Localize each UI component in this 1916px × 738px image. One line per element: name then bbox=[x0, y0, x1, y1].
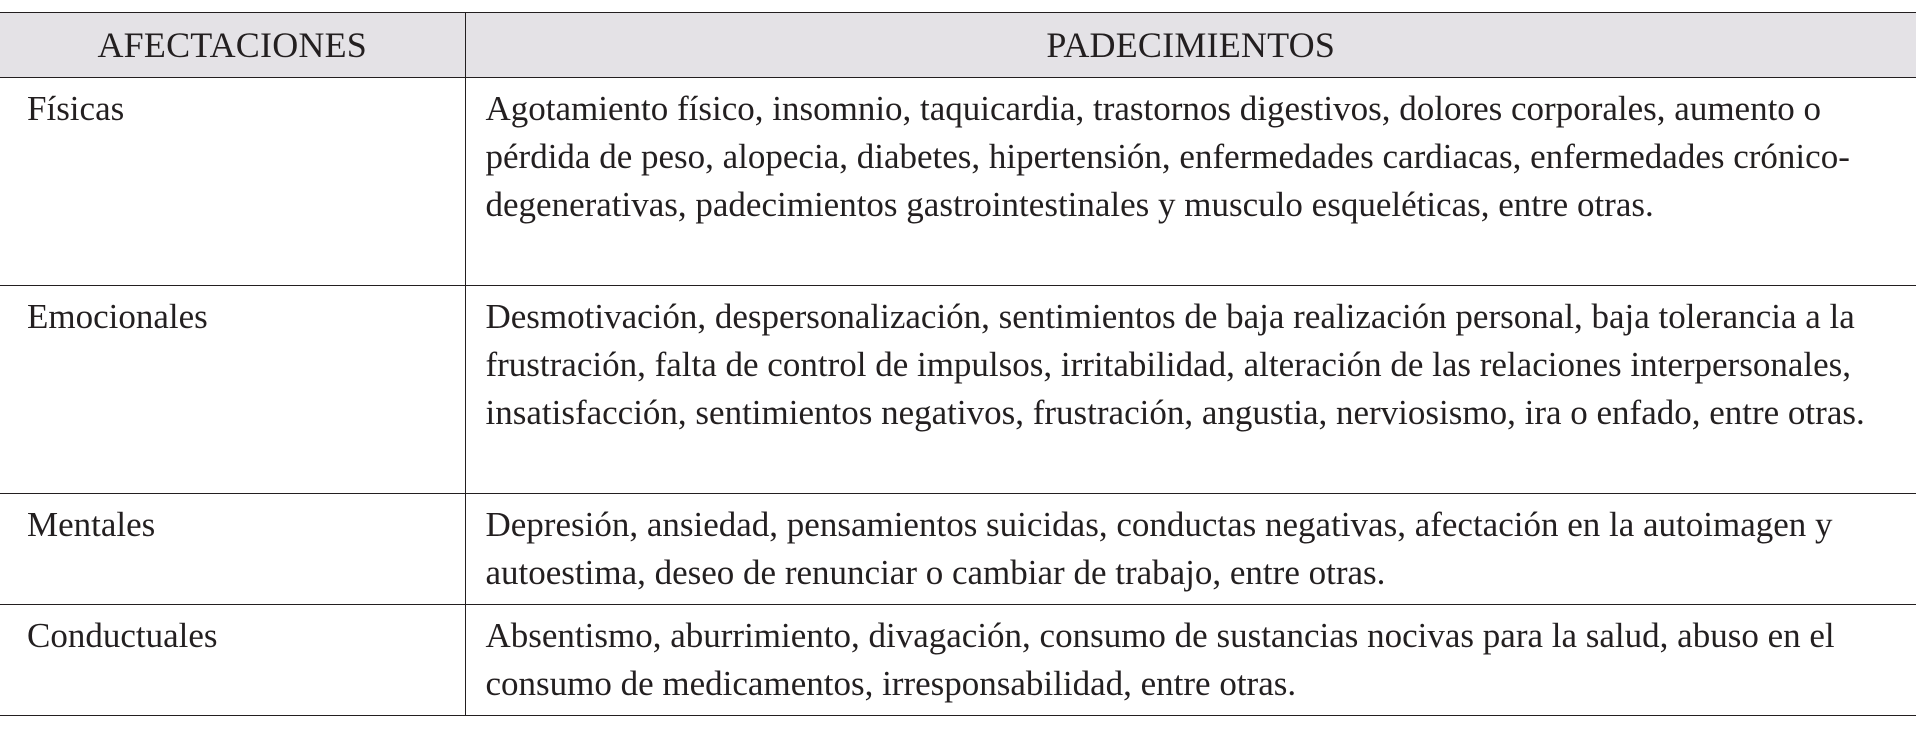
header-afectaciones: AFECTACIONES bbox=[0, 13, 465, 78]
header-row bbox=[0, 13, 1916, 78]
table-row bbox=[0, 605, 1916, 716]
header-padecimientos: PADECIMIENTOS bbox=[465, 13, 1916, 78]
table-row bbox=[0, 78, 1916, 286]
afectacion-cell: Emocionales bbox=[0, 286, 465, 494]
padecimientos-cell: Absentismo, aburrimiento, divagación, consumo de sustancias nocivas para la salud, abuso en el consumo de medicamentos, irresponsabilidad, entre otras. bbox=[465, 605, 1916, 716]
afectacion-cell: Conductuales bbox=[0, 605, 465, 716]
afectaciones-table-container bbox=[0, 12, 1916, 716]
padecimientos-cell: Agotamiento físico, insomnio, taquicardia, trastornos digestivos, dolores corporales, aumento o pérdida de peso, alopecia, diabetes, hipertensión, enfermedades cardiacas, enfermedades crónico-degenerativas, padecimientos gastrointestinales y musculo esqueléticas, entre otras. bbox=[465, 78, 1916, 286]
afectacion-cell: Físicas bbox=[0, 78, 465, 286]
afectaciones-table bbox=[0, 12, 1916, 716]
table-body bbox=[0, 78, 1916, 716]
padecimientos-cell: Desmotivación, despersonalización, sentimientos de baja realización personal, baja tolerancia a la frustración, falta de control de impulsos, irritabilidad, alteración de las relaciones interpersonales, insatisfacción, sentimientos negativos, frustración, angustia, nerviosismo, ira o enfado, entre otras. bbox=[465, 286, 1916, 494]
afectacion-cell: Mentales bbox=[0, 494, 465, 605]
table-header bbox=[0, 13, 1916, 78]
padecimientos-cell: Depresión, ansiedad, pensamientos suicidas, conductas negativas, afectación en la autoimagen y autoestima, deseo de renunciar o cambiar de trabajo, entre otras. bbox=[465, 494, 1916, 605]
table-row bbox=[0, 286, 1916, 494]
table-row bbox=[0, 494, 1916, 605]
